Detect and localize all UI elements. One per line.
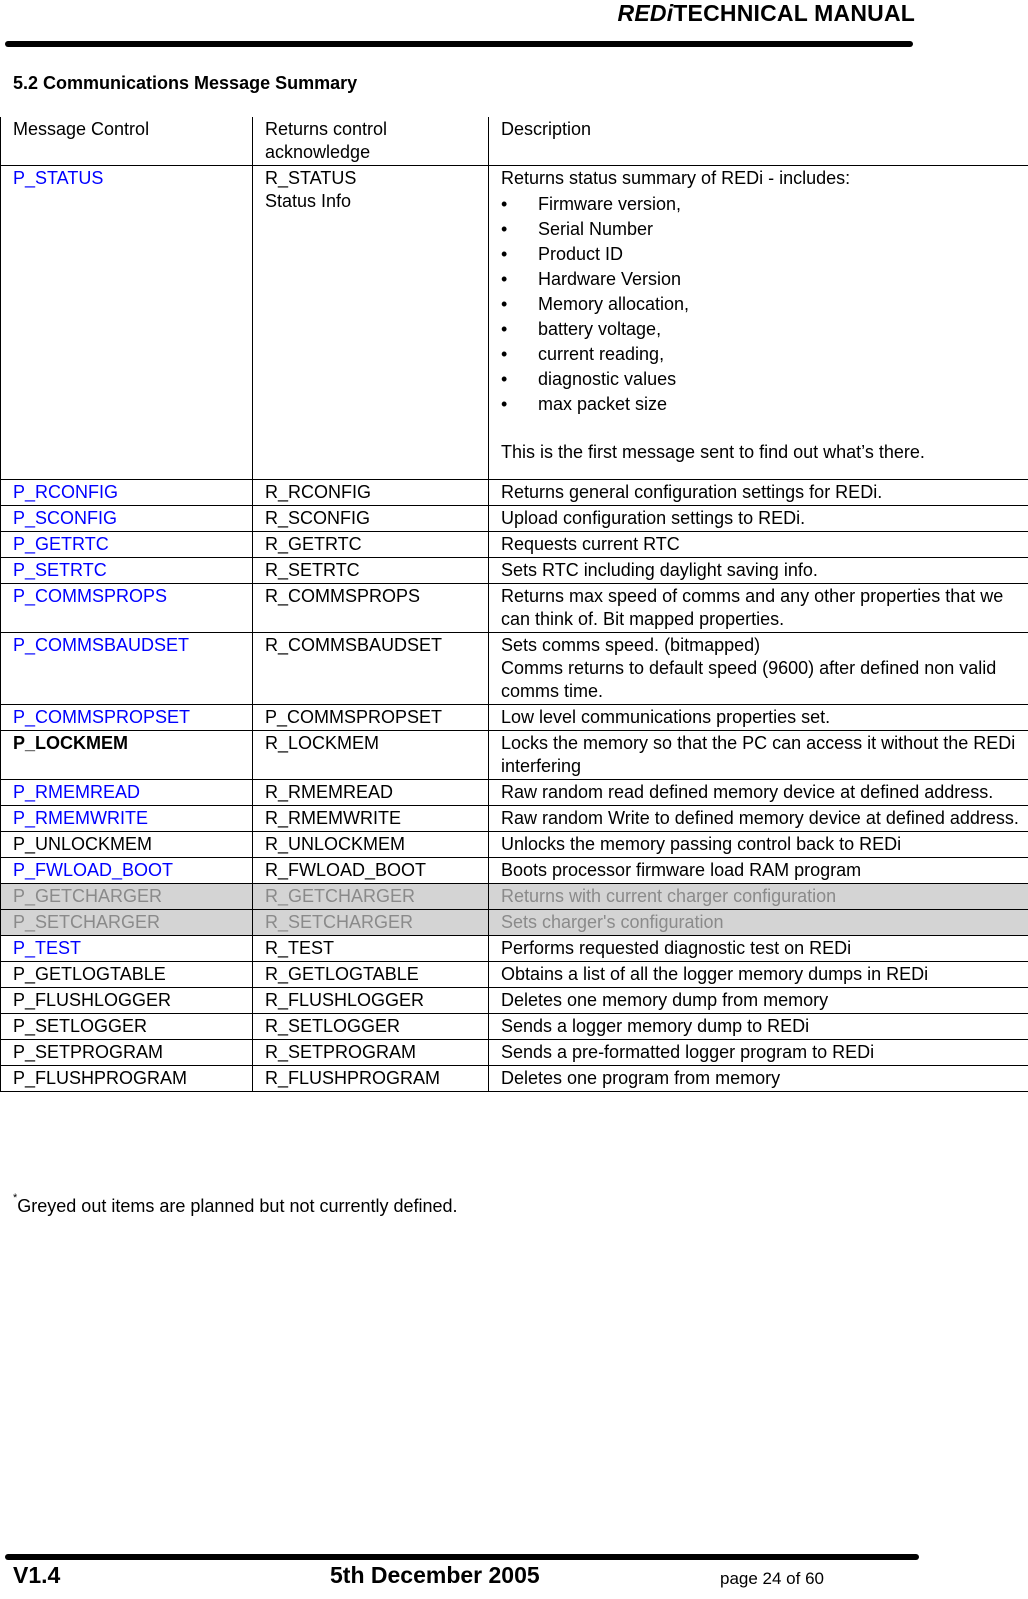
msg-cell: P_SETLOGGER: [1, 1014, 253, 1040]
table-row: [1, 832, 1028, 858]
desc-cell: Sets comms speed. (bitmapped) Comms returns to default speed (9600) after defined non valid comms time.: [489, 633, 1028, 705]
list-item: • current reading,: [501, 342, 1028, 367]
msg-cell: P_SETPROGRAM: [1, 1040, 253, 1066]
desc-cell: Unlocks the memory passing control back to REDi: [489, 832, 1028, 858]
ack-cell: R_FLUSHLOGGER: [253, 988, 489, 1014]
ack-cell: R_SETRTC: [253, 558, 489, 584]
desc-cell: Sets charger's configuration: [489, 910, 1028, 936]
list-item: • Product ID: [501, 242, 1028, 267]
footnote: [13, 1192, 458, 1217]
table-row: [1, 936, 1028, 962]
list-item: • max packet size: [501, 392, 1028, 417]
msg-cell: P_GETCHARGER: [1, 884, 253, 910]
ack-cell: R_RMEMREAD: [253, 780, 489, 806]
msg-cell: P_COMMSPROPSET: [1, 705, 253, 731]
desc-cell: Deletes one memory dump from memory: [489, 988, 1028, 1014]
table-row: [1, 584, 1028, 633]
table-row: [1, 962, 1028, 988]
desc-cell: Low level communications properties set.: [489, 705, 1028, 731]
desc-cell: Obtains a list of all the logger memory dumps in REDi: [489, 962, 1028, 988]
ack-cell: R_GETLOGTABLE: [253, 962, 489, 988]
table-row: [1, 558, 1028, 584]
header-title-text: TECHNICAL MANUAL: [673, 0, 915, 26]
desc-cell: Locks the memory so that the PC can access it without the REDi interfering: [489, 731, 1028, 780]
header-title: [618, 0, 915, 27]
msg-cell: P_FWLOAD_BOOT: [1, 858, 253, 884]
desc-cell: Sends a logger memory dump to REDi: [489, 1014, 1028, 1040]
table-row: [1, 884, 1028, 910]
desc-cell: Deletes one program from memory: [489, 1066, 1028, 1092]
footer-rule: [5, 1554, 919, 1560]
msg-cell: P_COMMSBAUDSET: [1, 633, 253, 705]
header-returns-ack: Returns control acknowledge: [253, 117, 489, 166]
list-item: • Serial Number: [501, 217, 1028, 242]
table-row: [1, 910, 1028, 936]
desc-cell: Performs requested diagnostic test on REDi: [489, 936, 1028, 962]
table-row: [1, 780, 1028, 806]
status-ack-line1: R_STATUS: [265, 168, 357, 188]
msg-cell: P_GETRTC: [1, 532, 253, 558]
footer-page: page 24 of 60: [720, 1569, 824, 1588]
header-message-control: Message Control: [1, 117, 253, 166]
msg-cell: P_FLUSHLOGGER: [1, 988, 253, 1014]
msg-cell: P_FLUSHPROGRAM: [1, 1066, 253, 1092]
status-desc: [489, 166, 1028, 480]
footer-version: V1.4: [13, 1562, 61, 1588]
ack-cell: R_RMEMWRITE: [253, 806, 489, 832]
table-row: [1, 731, 1028, 780]
ack-cell: R_COMMSBAUDSET: [253, 633, 489, 705]
desc-cell: Sends a pre-formatted logger program to REDi: [489, 1040, 1028, 1066]
table-row: [1, 806, 1028, 832]
footer-date: 5th December 2005: [330, 1562, 540, 1588]
msg-cell: P_SCONFIG: [1, 506, 253, 532]
ack-cell: R_SCONFIG: [253, 506, 489, 532]
ack-cell: R_FLUSHPROGRAM: [253, 1066, 489, 1092]
desc-cell: Raw random read defined memory device at defined address.: [489, 780, 1028, 806]
table-row: [1, 858, 1028, 884]
desc-cell: Sets RTC including daylight saving info.: [489, 558, 1028, 584]
desc-cell: Raw random Write to defined memory device at defined address.: [489, 806, 1028, 832]
ack-cell: R_FWLOAD_BOOT: [253, 858, 489, 884]
list-item: • diagnostic values: [501, 367, 1028, 392]
table-header-row: [1, 117, 1028, 166]
table-row: [1, 705, 1028, 731]
status-intro: Returns status summary of REDi - includes:: [501, 168, 851, 188]
header-description: Description: [489, 117, 1028, 166]
message-summary-table: [0, 117, 1028, 1092]
ack-cell: R_LOCKMEM: [253, 731, 489, 780]
ack-cell: R_UNLOCKMEM: [253, 832, 489, 858]
msg-cell: P_COMMSPROPS: [1, 584, 253, 633]
ack-cell: R_GETCHARGER: [253, 884, 489, 910]
section-title: 5.2 Communications Message Summary: [13, 73, 358, 93]
desc-cell: Boots processor firmware load RAM program: [489, 858, 1028, 884]
status-note: This is the first message sent to find out what’s there.: [501, 442, 925, 462]
msg-cell: P_UNLOCKMEM: [1, 832, 253, 858]
list-item: • battery voltage,: [501, 317, 1028, 342]
ack-cell: R_GETRTC: [253, 532, 489, 558]
ack-cell: P_COMMSPROPSET: [253, 705, 489, 731]
desc-cell: Returns max speed of comms and any other properties that we can think of. Bit mapped properties.: [489, 584, 1028, 633]
ack-cell: R_SETLOGGER: [253, 1014, 489, 1040]
table-row: [1, 532, 1028, 558]
ack-cell: R_TEST: [253, 936, 489, 962]
header-brand: REDi: [617, 0, 674, 26]
status-ack-line2: Status Info: [265, 191, 352, 211]
msg-cell: P_RMEMWRITE: [1, 806, 253, 832]
list-item: • Firmware version,: [501, 192, 1028, 217]
ack-cell: R_COMMSPROPS: [253, 584, 489, 633]
table-row: [1, 633, 1028, 705]
list-item: • Hardware Version: [501, 267, 1028, 292]
table-row: [1, 1040, 1028, 1066]
msg-cell: P_GETLOGTABLE: [1, 962, 253, 988]
ack-cell: R_SETCHARGER: [253, 910, 489, 936]
ack-cell: R_SETPROGRAM: [253, 1040, 489, 1066]
table-row: [1, 480, 1028, 506]
msg-cell: P_TEST: [1, 936, 253, 962]
status-ack: [253, 166, 489, 480]
msg-cell: P_RCONFIG: [1, 480, 253, 506]
desc-cell: Returns with current charger configuration: [489, 884, 1028, 910]
table-row-status: [1, 166, 1028, 480]
table-row: [1, 1014, 1028, 1040]
desc-cell: Returns general configuration settings for REDi.: [489, 480, 1028, 506]
msg-cell: P_RMEMREAD: [1, 780, 253, 806]
list-item: • Memory allocation,: [501, 292, 1028, 317]
header-rule: [5, 41, 913, 47]
table-row: [1, 1066, 1028, 1092]
status-msg: P_STATUS: [1, 166, 253, 480]
footnote-marker: *: [13, 1192, 18, 1204]
ack-cell: R_RCONFIG: [253, 480, 489, 506]
msg-cell: P_SETRTC: [1, 558, 253, 584]
msg-cell: P_SETCHARGER: [1, 910, 253, 936]
status-bullet-list: [501, 192, 1028, 417]
msg-cell: P_LOCKMEM: [1, 731, 253, 780]
desc-cell: Upload configuration settings to REDi.: [489, 506, 1028, 532]
desc-cell: Requests current RTC: [489, 532, 1028, 558]
table-row: [1, 988, 1028, 1014]
footnote-text: Greyed out items are planned but not currently defined.: [17, 1196, 458, 1216]
table-row: [1, 506, 1028, 532]
